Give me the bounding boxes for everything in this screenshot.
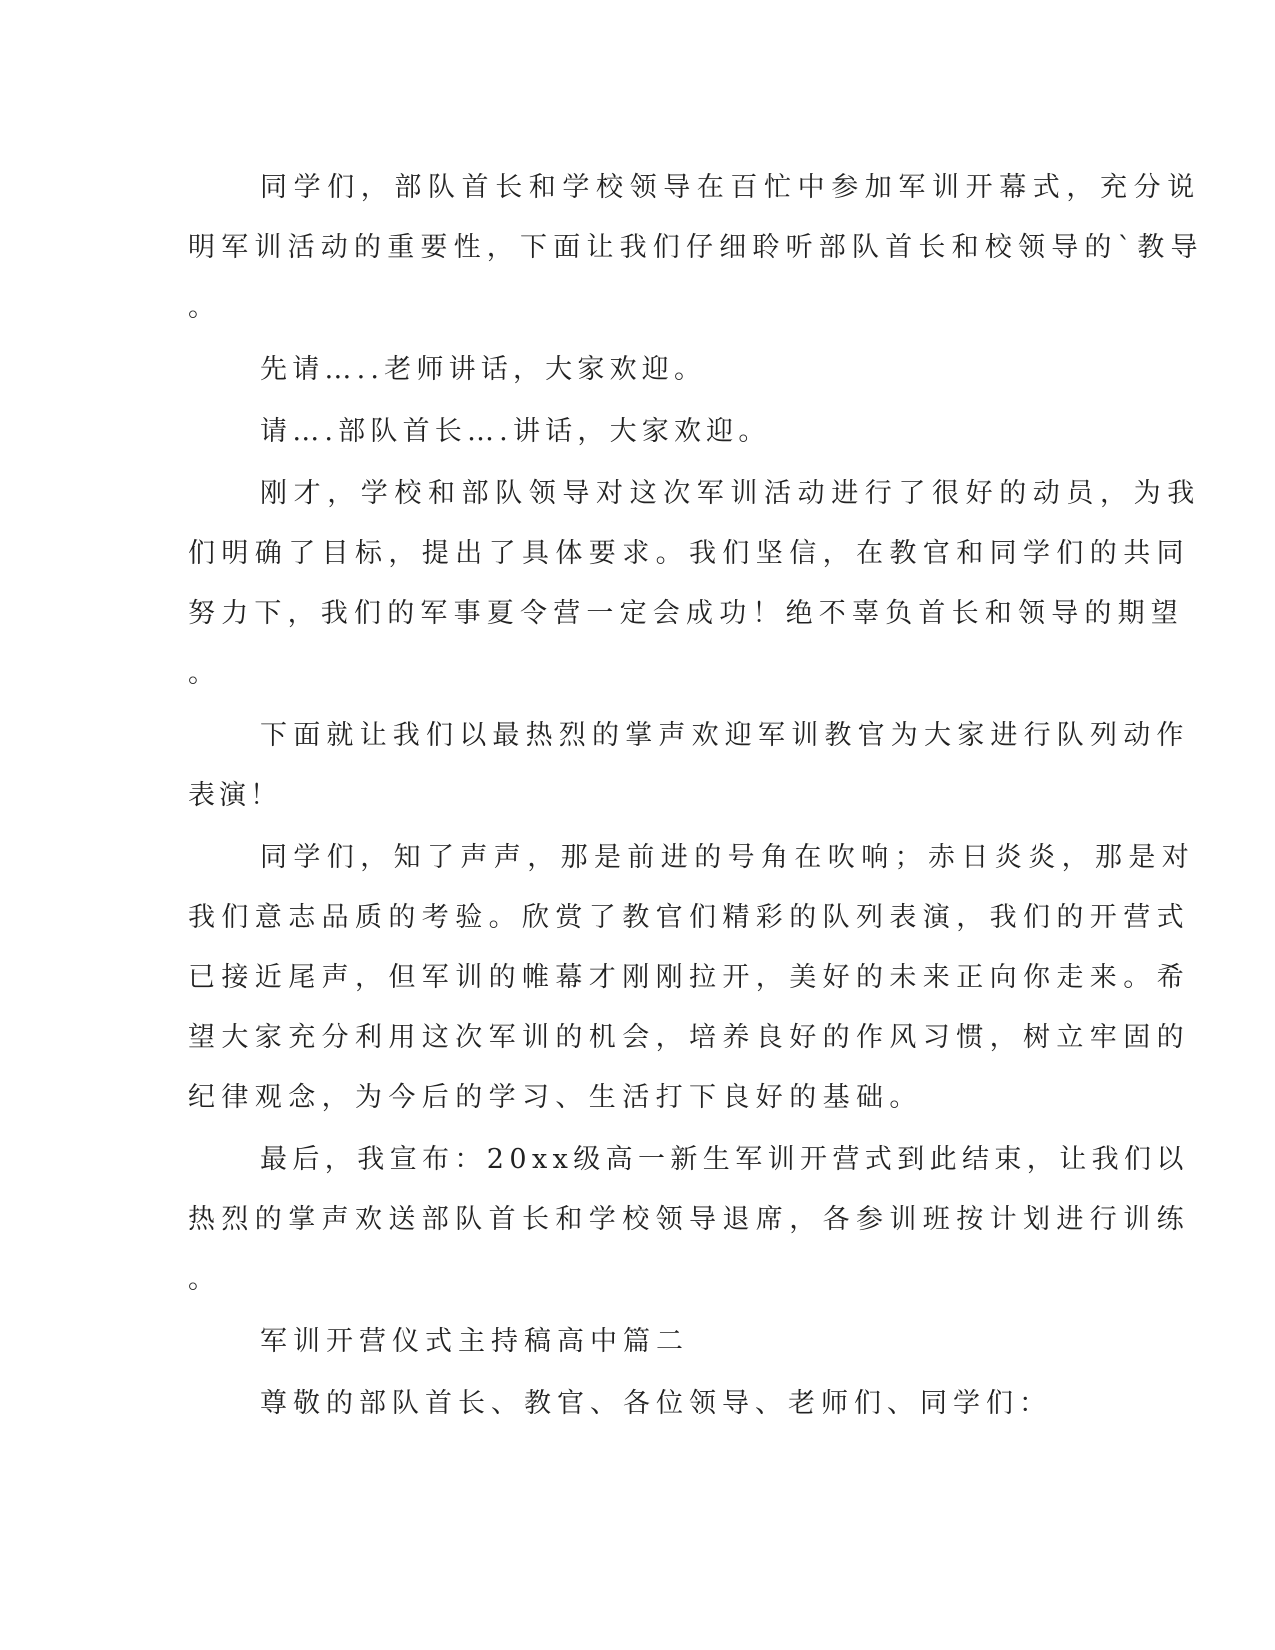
text-line: 明军训活动的重要性，下面让我们仔细聆听部队首长和校领导的`教导 bbox=[188, 232, 1204, 263]
text-line: 刚才，学校和部队领导对这次军训活动进行了很好的动员，为我 bbox=[260, 478, 1201, 509]
text-line: 努力下，我们的军事夏令营一定会成功！绝不辜负首长和领导的期望 bbox=[188, 598, 1184, 629]
salutation: 尊敬的部队首长、教官、各位领导、老师们、同学们： bbox=[260, 1388, 1052, 1419]
text-line: 最后，我宣布：20xx级高一新生军训开营式到此结束，让我们以 bbox=[260, 1144, 1189, 1175]
text-line: 热烈的掌声欢送部队首长和学校领导退席，各参训班按计划进行训练 bbox=[188, 1204, 1190, 1235]
text-line: 同学们，部队首长和学校领导在百忙中参加军训开幕式，充分说 bbox=[260, 172, 1201, 203]
text-line: 我们意志品质的考验。欣赏了教官们精彩的队列表演，我们的开营式 bbox=[188, 902, 1190, 933]
text-line: 。 bbox=[188, 1264, 215, 1295]
text-line: 。 bbox=[188, 292, 215, 323]
text-line: 表演！ bbox=[188, 780, 281, 811]
text-line: 。 bbox=[188, 658, 215, 689]
text-line: 同学们，知了声声，那是前进的号角在吹响；赤日炎炎，那是对 bbox=[260, 842, 1196, 873]
text-line: 们明确了目标，提出了具体要求。我们坚信，在教官和同学们的共同 bbox=[188, 538, 1190, 569]
text-line: 请….部队首长….讲话，大家欢迎。 bbox=[260, 416, 771, 447]
text-line: 望大家充分利用这次军训的机会，培养良好的作风习惯，树立牢固的 bbox=[188, 1022, 1190, 1053]
text-line: 下面就让我们以最热烈的掌声欢迎军训教官为大家进行队列动作 bbox=[260, 720, 1190, 751]
text-line: 纪律观念，为今后的学习、生活打下良好的基础。 bbox=[188, 1082, 923, 1113]
text-line: 先请…..老师讲话，大家欢迎。 bbox=[260, 354, 707, 385]
text-line: 已接近尾声，但军训的帷幕才刚刚拉开，美好的未来正向你走来。希 bbox=[188, 962, 1190, 993]
section-heading: 军训开营仪式主持稿高中篇二 bbox=[260, 1326, 689, 1357]
